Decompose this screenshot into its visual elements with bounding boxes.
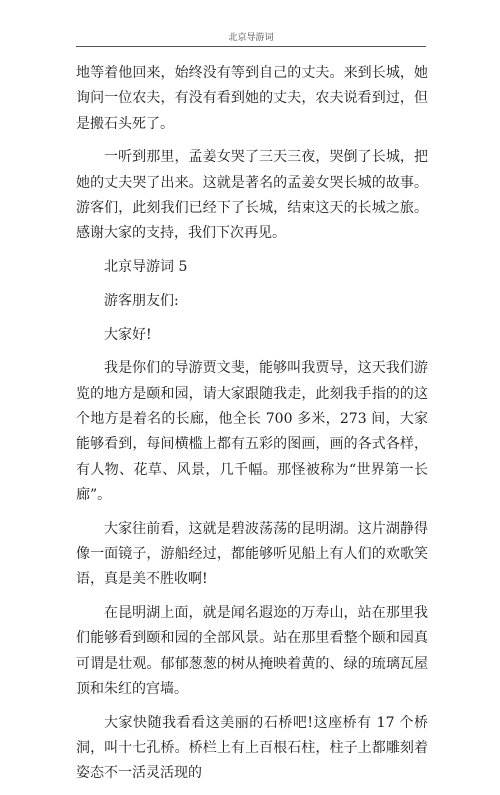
paragraph-long-corridor: 我是你们的导游贾文斐，能够叫我贾导，这天我们游览的地方是颐和园，请大家跟随我走，此刻我手指的的这个地方是着名的长廊，他全长 700 多米，273 间，大家能够看到，每间横槛上都有五彩的图画，画的各式各样，有人物、花草、风景，几千幅。那怪被称为“世界第一长廊”。 (76, 360, 428, 503)
paragraph-story-ending: 一听到那里，孟姜女哭了三天三夜，哭倒了长城，把她的丈夫哭了出来。这就是著名的孟姜女哭长城的故事。游客们，此刻我们已经下了长城，结束这天的长城之旅。感谢大家的支持，我们下次再见。 (76, 149, 428, 242)
paragraph-seventeen-arch-bridge: 大家快随我看看这美丽的石桥吧!这座桥有 17 个桥洞，叫十七孔桥。桥栏上有上百根石柱，柱子上都雕刻着姿态不一活灵活现的 (76, 714, 428, 782)
document-body (76, 61, 428, 795)
greeting-hello: 大家好! (104, 326, 152, 343)
header-divider (76, 46, 426, 47)
paragraph-continuation: 地等着他回来，始终没有等到自己的丈夫。来到长城，她询问一位农夫，有没有看到她的丈夫，农夫说看到过，但是搬石头死了。 (76, 65, 428, 132)
section-title: 北京导游词 5 (104, 259, 188, 276)
paragraph-kunming-lake: 大家往前看，这就是碧波荡荡的昆明湖。这片湖静得像一面镜子，游船经过，都能够听见船上有人们的欢歌笑语，真是美不胜收啊! (76, 520, 428, 588)
greeting-audience: 游客朋友们: (104, 292, 179, 309)
running-header: 北京导游词 (228, 33, 274, 43)
paragraph-longevity-hill: 在昆明湖上面，就是闻名遐迩的万寿山，站在那里我们能够看到颐和园的全部风景。站在那里看整个颐和园真可谓是壮观。郁郁葱葱的树从掩映着黄的、绿的琉璃瓦屋顶和朱红的宫墙。 (76, 605, 428, 698)
